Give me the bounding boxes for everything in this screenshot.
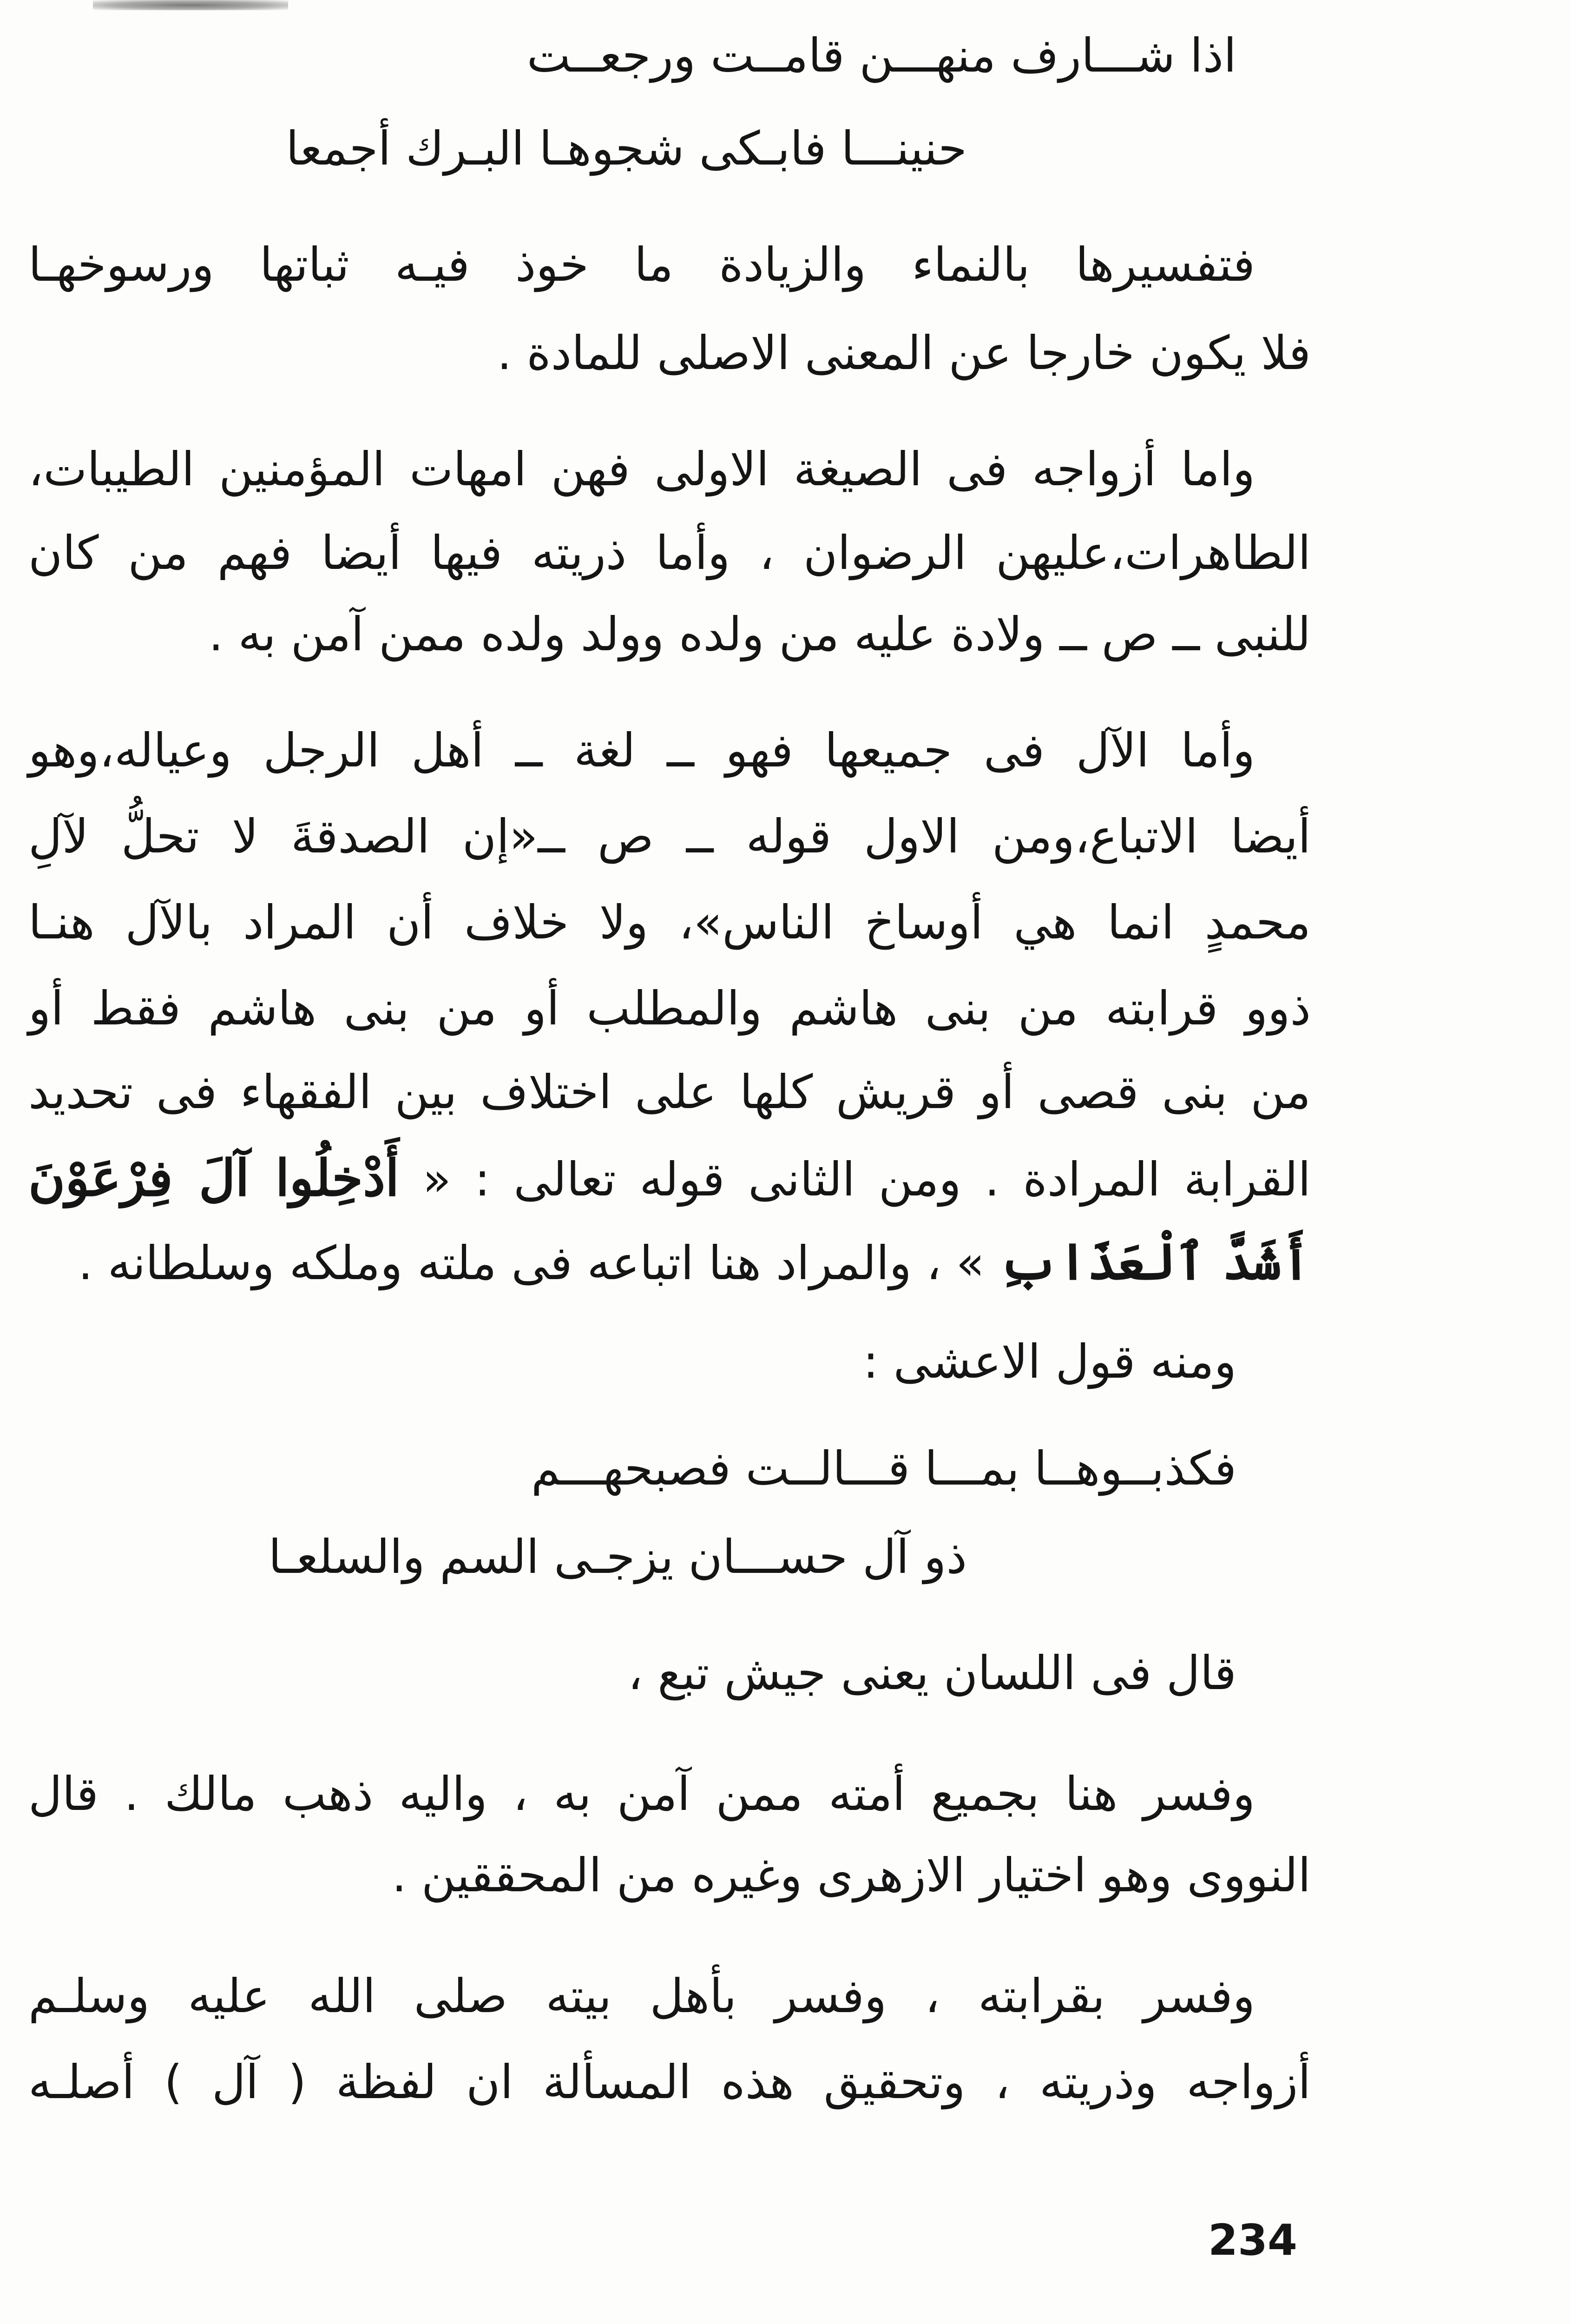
paragraph-line: فلا يكون خارجا عن المعنى الاصلى للمادة . (497, 326, 1311, 380)
paragraph-text: » ، والمراد هنا اتباعه فى ملته وملكه وسلطانه . (78, 1236, 985, 1290)
paragraph-line (28, 1229, 1311, 1294)
paragraph-line: أيضا الاتباع،ومن الاول قوله ــ ص ــ«إن الصدقةَ لا تحلُّ لآلِ (28, 809, 1311, 864)
poem-line: اذا شـــارف منهـــن قامــت ورجعــت (526, 28, 1236, 83)
paragraph-line: أزواجه وذريته ، وتحقيق هذه المسألة ان لفظة ( آل ) أصلـه (28, 2055, 1311, 2109)
paragraph-line: من بنى قصى أو قريش كلها على اختلاف بين الفقهاء فى تحديد (28, 1065, 1311, 1119)
paragraph-line: وفسر بقرابته ، وفسر بأهل بيته صلى الله عليه وسلـم (28, 1969, 1255, 2023)
paragraph-line: للنبى ــ ص ــ ولادة عليه من ولده وولد ولده ممن آمن به . (208, 607, 1311, 661)
paragraph-line: النووى وهو اختيار الازهرى وغيره من المحققين . (392, 1848, 1311, 1902)
paragraph-line: ومنه قول الاعشى : (863, 1334, 1236, 1389)
paragraph-line (28, 1146, 1311, 1211)
quran-verse: أَدْخِلُوا آلَ فِرْعَوْنَ (28, 1149, 400, 1208)
paragraph-line: قال فى اللسان يعنى جيش تبع ، (628, 1646, 1236, 1700)
paragraph-line: واما أزواجه فى الصيغة الاولى فهن امهات المؤمنين الطيبات، (28, 442, 1255, 496)
paragraph-line: فتفسيرها بالنماء والزيادة ما خوذ فيـه ثباتها ورسوخهـا (28, 238, 1255, 292)
poem-line: ذو آل حســـان يزجـى السم والسلعـا (268, 1530, 967, 1584)
quran-verse: أَشَدَّ ٱلْعَذَابِ (999, 1233, 1311, 1291)
page-number: 234 (1208, 2215, 1298, 2265)
paragraph-text: القرابة المرادة . ومن الثانى قوله تعالى : « (422, 1152, 1311, 1207)
paragraph-line: ذوو قرابته من بنى هاشم والمطلب أو من بنى هاشم فقط أو (28, 981, 1311, 1036)
paragraph-line: وفسر هنا بجميع أمته ممن آمن به ، واليه ذهب مالك . قال (28, 1767, 1255, 1821)
paragraph-line: وأما الآل فى جميعها فهو ــ لغة ــ أهل الرجل وعياله،وهو (28, 723, 1255, 778)
paragraph-line: الطاهرات،عليهن الرضوان ، وأما ذريته فيها أيضا فهم من كان (28, 526, 1311, 580)
paragraph-line: محمدٍ انما هي أوساخ الناس»، ولا خلاف أن المراد بالآل هنـا (28, 895, 1311, 950)
poem-line: حنينـــا فابـكى شجوهـا البـرك أجمعا (286, 121, 967, 176)
poem-line: فكذبــوهــا بمـــا قـــالــت فصبحهـــم (531, 1441, 1236, 1496)
scan-smudge (93, 0, 288, 10)
